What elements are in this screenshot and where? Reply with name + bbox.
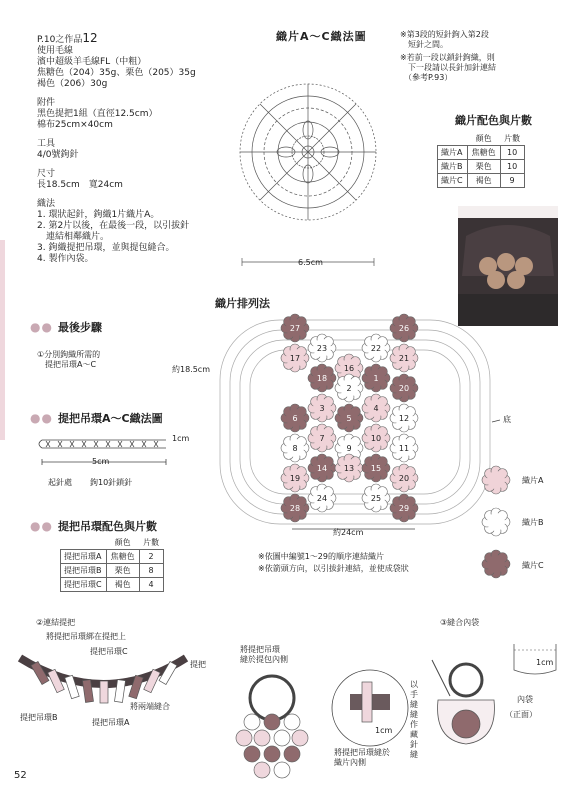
heading-dots-icon: ●● [30,519,53,533]
motif-6 [281,404,309,432]
motif-number: 23 [316,344,328,353]
ring-chain-label: 鉤10針鎖針 [90,478,133,487]
motif-number: 10 [370,434,382,443]
motif-number: 2 [346,384,352,393]
edge-bar [0,240,5,440]
method-line: 4. 製作內袋。 [37,254,94,264]
ring-chart-heading [30,407,163,426]
motif-5 [335,404,363,432]
table-row [61,564,164,578]
work-ref-text: P.10之作品 [37,35,83,45]
ring-height-label: 1cm [172,434,190,443]
legend-label-b: 織片B [522,518,544,527]
table-row [438,160,525,174]
label-line: 縫於提包內側 [240,655,288,664]
motif-number: 27 [289,324,301,333]
motif-27 [281,314,309,342]
accessory-title: 附件 [37,98,56,108]
step3-front-label: （正面） [505,710,537,719]
motif-number: 5 [346,414,352,423]
motif-10 [362,424,390,452]
step2-handle-label: 提把 [190,660,206,669]
motif-number: 12 [398,414,410,423]
work-info [37,33,227,265]
table-row [61,550,164,564]
work-ref [37,33,227,46]
bag-photo [458,206,558,326]
ring-table-heading [30,515,157,534]
step2-title: ②連結提把 [36,618,76,627]
motif-number: 4 [373,404,379,413]
step2-ring-b-label: 提把吊環B [20,713,58,722]
motif-number: 14 [316,464,328,473]
motif-number: 20 [398,384,410,393]
motif-14 [308,454,336,482]
layout-width-label: 約24cm [333,528,364,537]
header-cell [61,536,107,550]
method-line: 連結相鄰織片。 [37,232,110,242]
method-title: 織法 [37,199,56,209]
motif-13 [335,454,363,482]
step3-cm-label: 1cm [536,658,554,667]
motif-24 [308,484,336,512]
tool-line: 4/0號鉤針 [37,150,79,160]
motif-28 [281,494,309,522]
motif-11 [390,434,418,462]
step2-sew-bag [240,645,288,665]
cell: 栗色 [106,564,139,578]
header-cell: 片數 [139,536,163,550]
cell: 10 [500,160,524,174]
cell: 9 [500,174,524,188]
size-title: 尺寸 [37,169,56,179]
motif-number: 7 [319,434,325,443]
yarn-line: 濱中超級羊毛線FL（中粗） [37,57,147,67]
motif-17 [281,344,309,372]
heading-dots-icon: ●● [30,411,53,425]
heading-dots-icon: ●● [30,320,53,334]
legend-label-c: 織片C [522,561,544,570]
motif-number: 26 [398,324,410,333]
yarn-line: 褐色（206）30g [37,79,108,89]
motif-number: 29 [398,504,410,513]
accessory-line: 黑色提把1組（直徑12.5cm） [37,109,158,119]
motif-1 [362,364,390,392]
method-line: 1. 環狀起針，鉤織1片織片A。 [37,210,160,220]
motif-20 [390,374,418,402]
motif-number: 13 [343,464,355,473]
motif-number: 18 [316,374,328,383]
motif-18 [308,364,336,392]
legend-motif-c [482,550,510,578]
motif-number: 9 [346,444,352,453]
motif-8 [281,434,309,462]
note-line: 下一段請以長針加針連結 [400,63,496,72]
layout-base-label: 底 [503,415,511,424]
motif-20 [390,464,418,492]
motif-number: 11 [398,444,410,453]
motif-number: 6 [292,414,298,423]
method-line: 3. 鉤織提把吊環，並與提包縫合。 [37,243,175,253]
step3-side-note: 以手縫縫作藏針縫 [410,680,418,759]
label-line: 將提把吊環縫於 [334,748,390,757]
bag-assembly-diagram [232,672,312,782]
motif-25 [362,484,390,512]
step2-ring-a-label: 提把吊環A [92,718,130,727]
cell: 焦糖色 [467,146,500,160]
motif-number: 8 [292,444,298,453]
note-line: （參考P.93） [400,73,453,82]
cell: 褐色 [467,174,500,188]
motif-note-1 [400,30,560,83]
ring-table-title: 提把吊環配色與片數 [58,520,158,533]
cell: 8 [139,564,163,578]
cell: 褐色 [106,578,139,592]
cell: 栗色 [467,160,500,174]
finish-step1 [37,350,100,370]
motif-23 [308,334,336,362]
size-line: 長18.5cm 寬24cm [37,180,123,190]
motif-number: 21 [398,354,410,363]
step3-title: ③縫合內袋 [440,618,480,627]
motif-19 [281,464,309,492]
motif-color-table-title: 織片配色與片數 [455,114,532,127]
cell: 提把吊環B [61,564,107,578]
motif-21 [390,344,418,372]
motif-22 [362,334,390,362]
cell: 提把吊環A [61,550,107,564]
motif-12 [390,404,418,432]
motif-number: 24 [316,494,328,503]
table-row [438,174,525,188]
motif-width-label: 6.5cm [298,258,323,267]
legend-motif-b [482,508,510,536]
step-line: ①分別鉤織所需的 [37,350,101,359]
layout-note-2: ※依箭頭方向，以引拔針連結，並使成袋狀 [258,564,409,573]
cell: 焦糖色 [106,550,139,564]
accessory-line: 棉布25cm×40cm [37,120,113,130]
cell: 織片A [438,146,468,160]
step2-sew-ends-label: 將兩端縫合 [130,702,170,711]
note-line: ※若前一段以鎖針鉤織，則 [400,53,495,62]
ring-width-label: 5cm [92,457,110,466]
layout-title: 織片排列法 [215,297,270,310]
ring-color-table [60,536,164,592]
yarn-title: 使用毛線 [37,46,74,56]
motif-number: 16 [343,364,355,373]
motif-crochet-diagram [234,40,384,270]
finish-title: 最後步驟 [58,321,103,334]
legend-motif-a [482,466,510,494]
motif-4 [362,394,390,422]
inner-bag-diagram [428,640,508,750]
motif-number: 25 [370,494,382,503]
ring-chain-diagram [36,430,186,480]
step-line: 提把吊環A～C [37,360,97,369]
step3-inner-bag-label: 內袋 [517,695,533,704]
cell: 4 [139,578,163,592]
cell: 2 [139,550,163,564]
layout-note-1: ※依圖中編號1～29的順序連結織片 [258,552,384,561]
ring-start-label: 起針處 [48,478,72,487]
motif-number: 1 [373,374,379,383]
cell: 提把吊環C [61,578,107,592]
cell: 織片C [438,174,468,188]
motif-15 [362,454,390,482]
layout-height-label: 約18.5cm [172,365,211,374]
motif-chart-title: 織片A～C織法圖 [276,30,367,43]
header-cell: 顏色 [106,536,139,550]
motif-29 [390,494,418,522]
table-row [438,146,525,160]
motif-number: 19 [289,474,301,483]
motif-color-table [437,132,525,188]
page-number: 52 [14,770,27,781]
note-line: ※第3段的短針鉤入第2段 [400,30,489,39]
motif-number: 20 [398,474,410,483]
motif-number: 3 [319,404,325,413]
handle-rings-diagram [14,640,194,720]
motif-3 [308,394,336,422]
motif-2 [335,374,363,402]
work-num: 12 [82,31,98,45]
cell: 織片B [438,160,468,174]
yarn-line: 焦糖色（204）35g、栗色（205）35g [37,68,196,78]
motif-number: 28 [289,504,301,513]
legend-icons [478,460,518,580]
table-row [61,578,164,592]
motif-number: 15 [370,464,382,473]
ring-sew-detail [330,668,410,748]
motif-number: 17 [289,354,301,363]
method-line: 2. 第2片以後，在最後一段，以引拔針 [37,221,190,231]
step2-sub: 將提把吊環綁在提把上 [46,632,126,641]
ring-chart-title: 提把吊環A～C織法圖 [58,412,163,425]
header-cell: 顏色 [467,132,500,146]
motif-26 [390,314,418,342]
cell: 10 [500,146,524,160]
legend-label-a: 織片A [522,476,544,485]
step2-ring-c-label: 提把吊環C [90,647,128,656]
motif-7 [308,424,336,452]
step2-cm-label: 1cm [375,726,393,735]
layout-diagram [200,312,510,542]
label-line: 將提把吊環 [240,645,280,654]
tool-title: 工具 [37,139,56,149]
motif-number: 22 [370,344,382,353]
label-line: 織片內側 [334,758,366,767]
finish-heading [30,316,102,335]
step2-sew-inside [334,748,390,768]
note-line: 短針之間。 [400,40,448,49]
header-cell: 片數 [500,132,524,146]
header-cell [438,132,468,146]
